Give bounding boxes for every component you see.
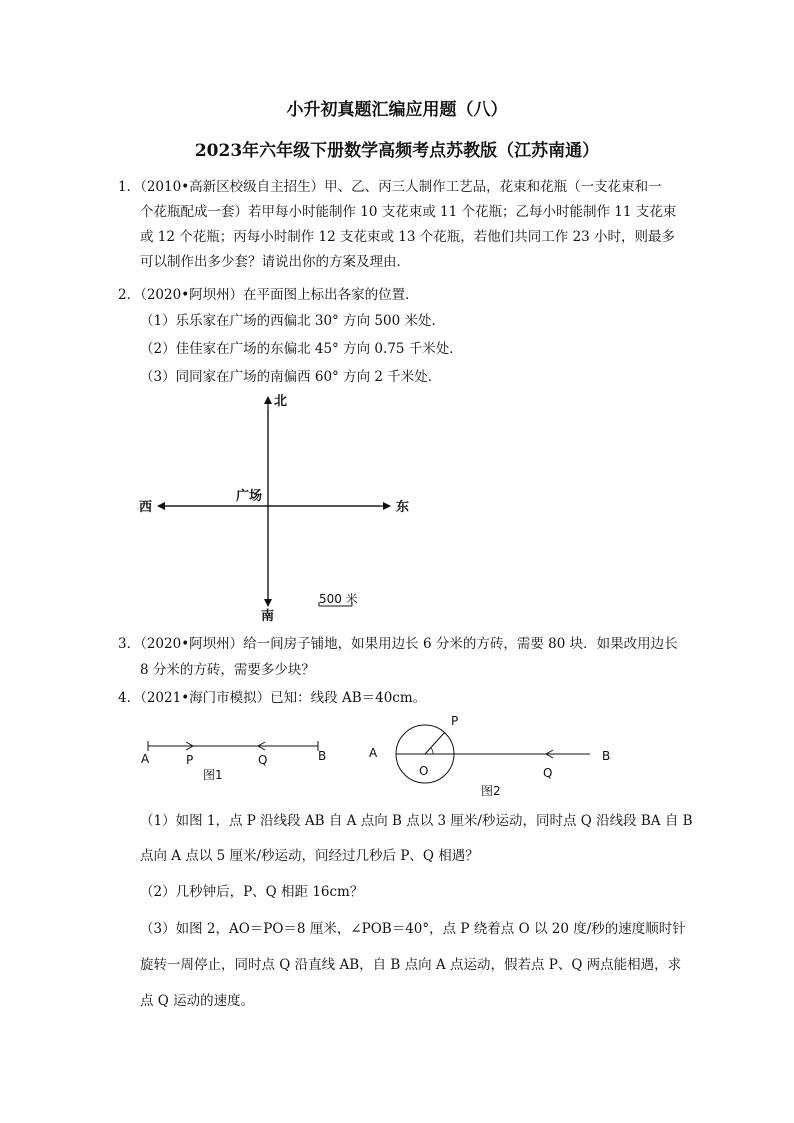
q1-line-2: 个花瓶配成一套）若甲每小时能制作 10 支花束或 11 个花瓶；乙每小时能制作 11 支花束 (140, 204, 677, 220)
q2-sub-1: （1）乐乐家在广场的西偏北 30° 方向 500 米处． (140, 313, 445, 329)
q2-sub-2: （2）佳佳家在广场的东偏北 45° 方向 0.75 千米处． (140, 341, 463, 357)
fig2-label-q: Q (543, 766, 553, 780)
q2-line-1: 2．（2020•阿坝州）在平面图上标出各家的位置． (118, 287, 419, 303)
east-label: 东 (396, 500, 410, 515)
center-label: 广场 (236, 489, 263, 504)
q4-part-2: （2）几秒钟后，P、Q 相距 16cm？ (140, 884, 364, 900)
q4-part-1b: 点向 A 点以 5 厘米/秒运动，问经过几秒后 P、Q 相遇？ (140, 848, 479, 864)
q-direction-arrow-2 (546, 750, 553, 758)
q1-line-1: 1．（2010•高新区校级自主招生）甲、乙、丙三人制作工艺品，花束和花瓶（一支花束和一 (118, 179, 662, 195)
q3-line-2: 8 分米的方砖，需要多少块？ (140, 662, 315, 678)
page-subtitle: 2023年六年级下册数学高频考点苏教版（江苏南通） (194, 141, 600, 161)
page-title: 小升初真题汇编应用题（八） (286, 100, 508, 120)
north-label: 北 (274, 394, 288, 409)
radius-op (425, 732, 445, 754)
q4-part-1a: （1）如图 1，点 P 沿线段 AB 自 A 点向 B 点以 3 厘米/秒运动，同时点 Q 沿线段 BA 自 B (140, 813, 693, 829)
fig1-label-b: B (318, 749, 327, 763)
circle-o (396, 725, 454, 783)
scale-label: 500 米 (319, 592, 358, 606)
fig1-label-a: A (141, 752, 150, 766)
q4-line-1: 4．（2021•海门市模拟）已知：线段 AB＝40cm。 (118, 690, 427, 706)
q2-sub-3: （3）同同家在广场的南偏西 60° 方向 2 千米处． (140, 369, 442, 385)
fig1-label-p: P (186, 753, 194, 767)
fig2-label-b: B (602, 749, 611, 763)
q4-part-3b: 旋转一周停止，同时点 Q 沿直线 AB，自 B 点向 A 点运动，假若点 P、Q 两点能相遇，求 (140, 957, 682, 973)
fig2-label-o: O (419, 764, 429, 778)
fig2-label-p: P (451, 714, 459, 728)
figure-1 (141, 741, 326, 782)
p-direction-arrow (186, 742, 193, 750)
q1-line-4: 可以制作出多少套？请说出你的方案及理由． (140, 254, 410, 270)
west-label: 西 (139, 500, 153, 515)
q1-line-3: 或 12 个花瓶；丙每小时制作 12 支花束或 13 个花瓶，若他们共同工作 23 小时，则最多 (140, 229, 676, 245)
fig1-caption: 图1 (203, 768, 223, 782)
q3-line-1: 3．（2020•阿坝州）给一间房子铺地，如果用边长 6 分米的方砖，需要 80 块．如果改用边长 (118, 636, 678, 652)
fig1-label-q: Q (258, 753, 268, 767)
south-label: 南 (261, 609, 275, 624)
q4-part-3c: 点 Q 运动的速度。 (140, 993, 255, 1009)
fig2-caption: 图2 (481, 784, 501, 798)
q4-part-3a: （3）如图 2，AO＝PO＝8 厘米，∠POB＝40°，点 P 绕着点 O 以 20 度/秒的速度顺时针 (140, 921, 686, 937)
figure-2 (369, 714, 610, 798)
q-direction-arrow (258, 742, 265, 750)
fig2-label-a: A (369, 746, 378, 760)
